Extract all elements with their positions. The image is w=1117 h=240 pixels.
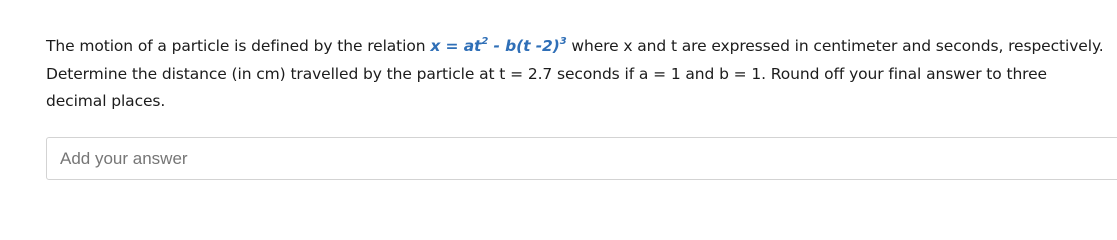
formula-part-1: x = at — [430, 37, 482, 55]
formula-exponent-1: 2 — [481, 36, 489, 47]
question-text-after: where x and t are expressed in centimeter and seconds, respectively. Determine the distance (in cm) travelled by the particle at t = 2.7 seconds if a = 1 and b = 1. Round off your final answer to three decimal places. — [46, 37, 1104, 110]
formula-part-2: - b(t -2) — [488, 37, 560, 55]
answer-input[interactable] — [46, 137, 1117, 180]
formula-exponent-2: 3 — [559, 36, 567, 47]
question-text — [46, 33, 1106, 116]
motion-formula — [430, 37, 566, 55]
question-text-before: The motion of a particle is defined by the relation — [46, 37, 431, 55]
